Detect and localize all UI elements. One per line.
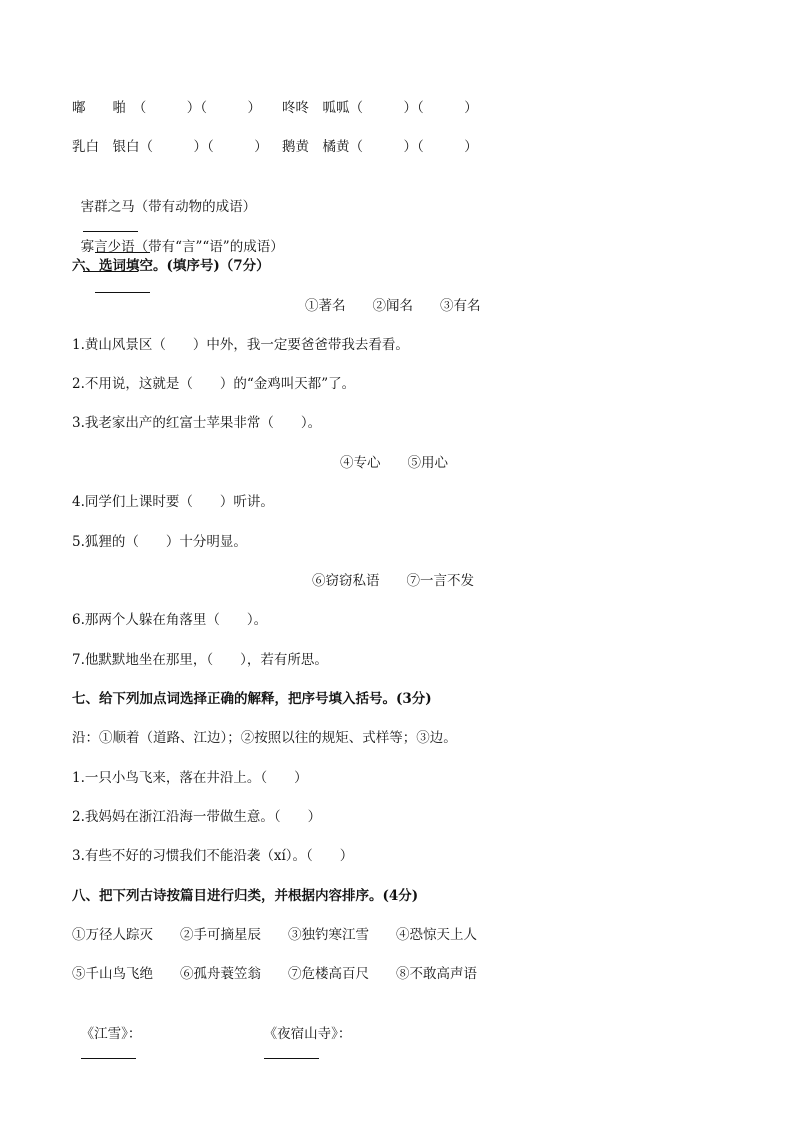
- question-6-6: 6.那两个人躲在角落里（ ）。: [72, 612, 268, 628]
- question-6-3: 3.我老家出产的红富士苹果非常（ ）。: [72, 415, 322, 431]
- section-6-title: 六、选词填空。(填序号)（7分）: [72, 258, 270, 274]
- section-7-title: 七、给下列加点词选择正确的解释，把序号填入括号。(3分): [72, 691, 432, 707]
- answer-blank[interactable]: [264, 1044, 319, 1059]
- question-7-2: 2.我妈妈在浙江沿海一带做生意。（ ）: [72, 809, 322, 825]
- word-line-1a: 嘟 啪 （ ）（ ）: [72, 100, 261, 116]
- question-6-7: 7.他默默地坐在那里，（ ），若有所思。: [72, 652, 328, 668]
- idiom-prompt-1: 害群之马（带有动物的成语）: [80, 199, 257, 215]
- section-8-title: 八、把下列古诗按篇目进行归类，并根据内容排序。(4分): [72, 888, 419, 904]
- question-6-1: 1.黄山风景区（ ）中外，我一定要爸爸带我去看看。: [72, 337, 409, 353]
- word-options-2: ④专心 ⑤用心: [340, 455, 448, 471]
- poem-lines-1: ①万径人踪灭 ②手可摘星辰 ③独钓寒江雪 ④恐惊天上人: [72, 927, 477, 943]
- word-options-3: ⑥窃窃私语 ⑦一言不发: [312, 573, 474, 589]
- word-line-2a: 乳白 银白（ ）（ ）: [72, 139, 268, 155]
- answer-blank[interactable]: [81, 1044, 136, 1059]
- question-7-3: 3.有些不好的习惯我们不能沿袭（xí）。（ ）: [72, 848, 354, 864]
- question-7-1: 1.一只小鸟飞来，落在井沿上。（ ）: [72, 770, 308, 786]
- idiom-prompt-2: 寡言少语（带有“言”“语”的成语）: [80, 239, 284, 255]
- answer-jiangxue: [72, 1004, 141, 1065]
- question-6-5: 5.狐狸的（ ）十分明显。: [72, 534, 247, 550]
- answer-label-jiangxue: 《江雪》：: [80, 1026, 142, 1042]
- question-6-4: 4.同学们上课时要（ ）听讲。: [72, 494, 274, 510]
- question-6-2: 2.不用说，这就是（ ）的“金鸡叫天都”了。: [72, 376, 356, 392]
- word-line-1b: 咚咚 呱呱（ ）（ ）: [282, 100, 478, 116]
- answer-yesushansi: [255, 1004, 351, 1065]
- word-options-1: ①著名 ②闻名 ③有名: [305, 298, 481, 314]
- word-line-2b: 鹅黄 橘黄（ ）（ ）: [282, 139, 478, 155]
- answer-label-yesushansi: 《夜宿山寺》：: [263, 1026, 352, 1042]
- answer-blank[interactable]: [95, 278, 150, 293]
- definition-line: 沿：①顺着（道路、江边）；②按照以往的规矩、式样等；③边。: [72, 730, 457, 746]
- poem-lines-2: ⑤千山鸟飞绝 ⑥孤舟蓑笠翁 ⑦危楼高百尺 ⑧不敢高声语: [72, 966, 477, 982]
